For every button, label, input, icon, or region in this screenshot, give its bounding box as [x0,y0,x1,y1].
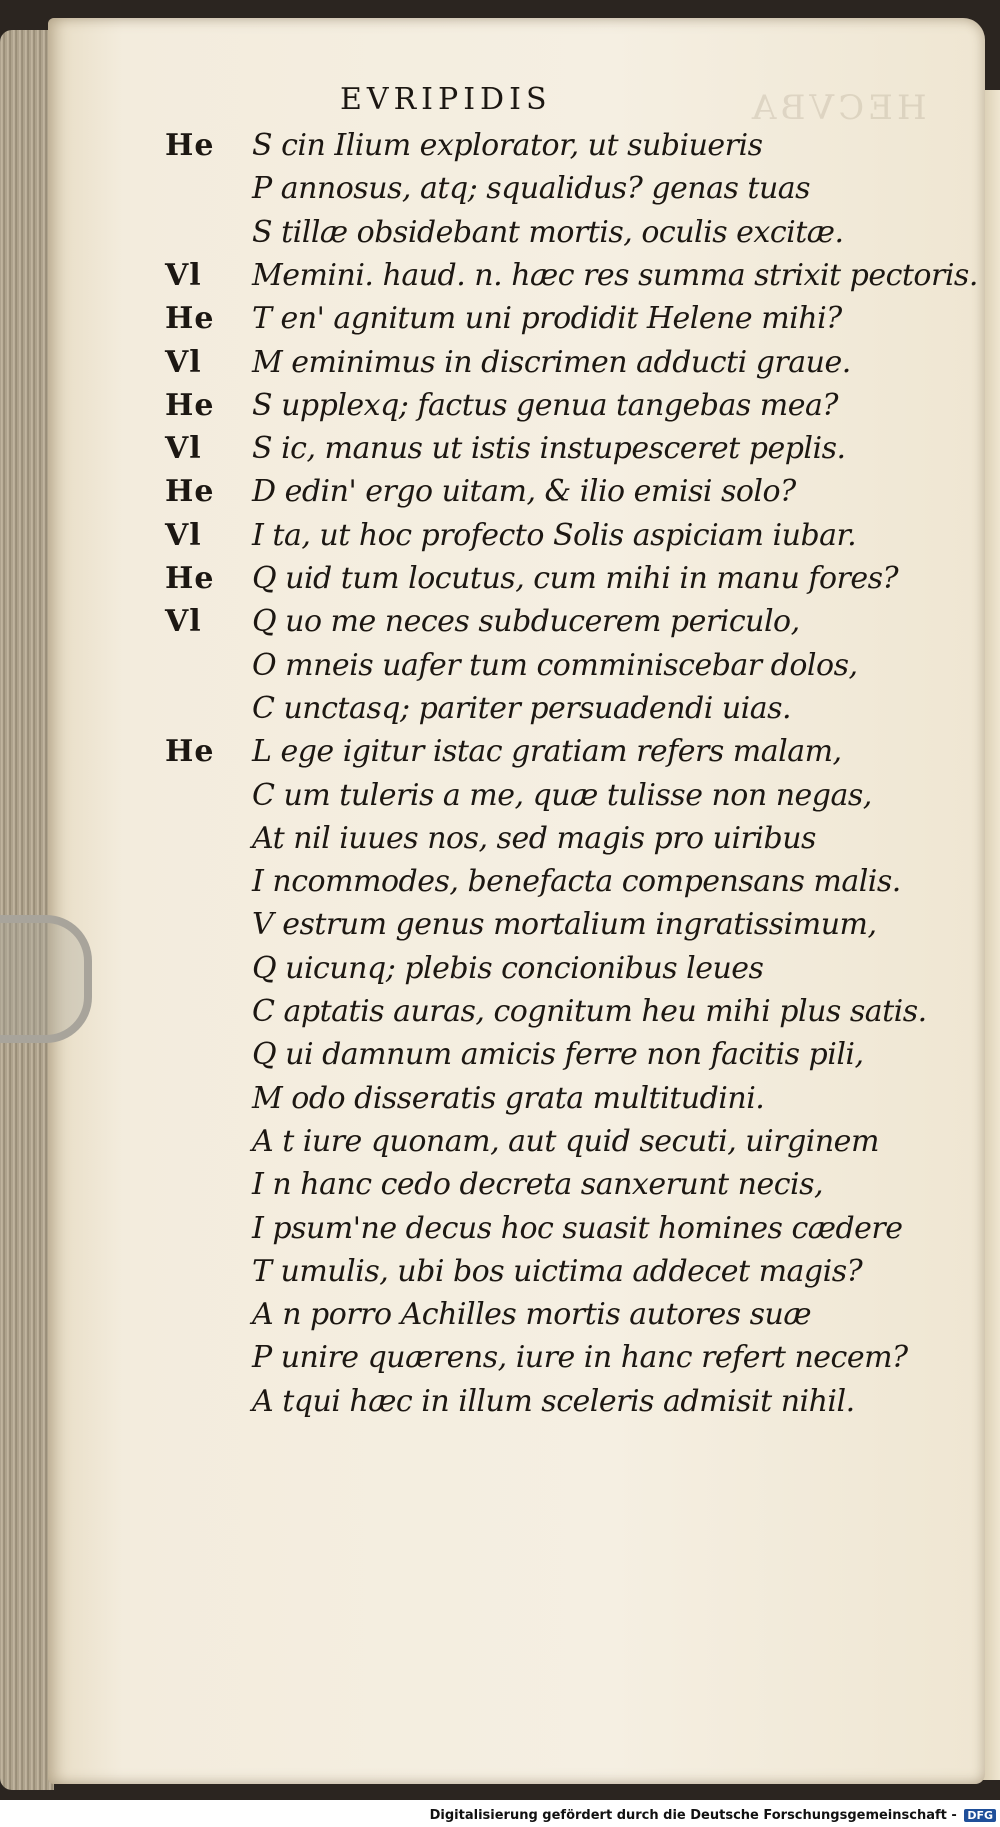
verse-line [0,1037,1000,1083]
speaker-label: He [165,734,215,770]
verse-text: A n porro Achilles mortis autores suæ [252,1297,812,1333]
verse-text: P annosus, atq; squalidus? genas tuas [252,171,811,207]
verse-line [0,864,1000,910]
verse-line [0,474,1000,520]
verse-line [0,1297,1000,1343]
verse-line [0,604,1000,650]
verse-text: M odo disseratis grata multitudini. [252,1080,765,1116]
verse-line [0,128,1000,174]
credit-text: Digitalisierung gefördert durch die Deutsche Forschungsgemeinschaft - [429,1808,957,1823]
verse-line [0,301,1000,347]
verse-line [0,648,1000,694]
verse-line [0,1254,1000,1300]
verse-text: Memini. haud. n. hæc res summa strixit pectoris. [252,257,978,293]
speaker-label: Vl [165,257,202,293]
speaker-label: He [165,474,215,510]
verse-text: Q uid tum locutus, cum mihi in manu fores? [252,561,899,596]
verse-line [0,215,1000,261]
verse-line [0,518,1000,564]
verse-text: T en' agnitum uni prodidit Helene mihi? [252,301,842,337]
verse-text: S tillæ obsidebant mortis, oculis excitæ. [252,214,844,250]
verse-text: Q ui damnum amicis ferre non facitis pili, [252,1037,864,1073]
verse-text: A tqui hæc in illum sceleris admisit nihil. [252,1383,855,1419]
verse-line [0,388,1000,434]
verse-text: S ic, manus ut istis instupesceret peplis. [252,431,846,467]
verse-line [0,1081,1000,1127]
verse-text: O mneis uafer tum comminiscebar dolos, [252,647,858,683]
verse-line [0,994,1000,1040]
verse-text: P unire quærens, iure in hanc refert necem? [252,1340,908,1376]
verse-text: M eminimus in discrimen adducti graue. [252,344,851,380]
speaker-label: Vl [165,431,202,467]
verse-text: D edin' ergo uitam, & ilio emisi solo? [252,474,796,510]
verse-text: I n hanc cedo decreta sanxerunt necis, [252,1167,824,1203]
verse-text: I ncommodes, benefacta compensans malis. [252,864,901,900]
verse-text: C aptatis auras, cognitum heu mihi plus satis. [252,994,927,1029]
verse-text: A t iure quonam, aut quid secuti, uirginem [252,1123,879,1159]
speaker-label: Vl [165,517,202,553]
speaker-label: He [165,128,215,163]
verse-text: T umulis, ubi bos uictima addecet magis? [252,1253,863,1289]
verse-text: S cin Ilium explorator, ut subiueris [252,128,763,163]
verse-line [0,1384,1000,1430]
verse-text: Q uicunq; plebis concionibus leues [252,950,764,986]
speaker-label: He [165,561,215,596]
speaker-label: Vl [165,604,202,640]
speaker-label: He [165,387,215,423]
verse-line [0,907,1000,953]
verse-text: Q uo me neces subducerem periculo, [252,604,800,640]
verse-text: C um tuleris a me, quæ tulisse non negas, [252,777,872,813]
verse-text: C unctasq; pariter persuadendi uias. [252,690,792,726]
verse-text: L ege igitur istac gratiam refers malam, [252,734,842,770]
verse-line [0,345,1000,391]
verse-text: I ta, ut hoc profecto Solis aspiciam iubar. [252,517,857,553]
speaker-label: He [165,301,215,337]
verse-line [0,951,1000,997]
digitization-credit [430,1808,996,1823]
verse-line [0,691,1000,737]
verse-text: At nil iuues nos, sed magis pro uiribus [252,820,816,856]
verse-line [0,561,1000,607]
verse-line [0,778,1000,824]
verse-line [0,171,1000,217]
speaker-label: Vl [165,344,202,380]
verse-text: I psum'ne decus hoc suasit homines cædere [252,1210,903,1246]
bleed-through-text: HECVBA [748,88,927,128]
running-head: EVRIPIDIS [340,82,552,117]
verse-text: S upplexq; factus genua tangebas mea? [252,387,838,423]
verse-line [0,258,1000,304]
verse-line [0,1167,1000,1213]
verse-text: V estrum genus mortalium ingratissimum, [252,907,877,943]
verse-line [0,821,1000,867]
verse-line [0,1340,1000,1386]
verse-line [0,734,1000,780]
verse-line [0,431,1000,477]
verse-line [0,1124,1000,1170]
dfg-logo: DFG [964,1809,996,1822]
verse-line [0,1211,1000,1257]
